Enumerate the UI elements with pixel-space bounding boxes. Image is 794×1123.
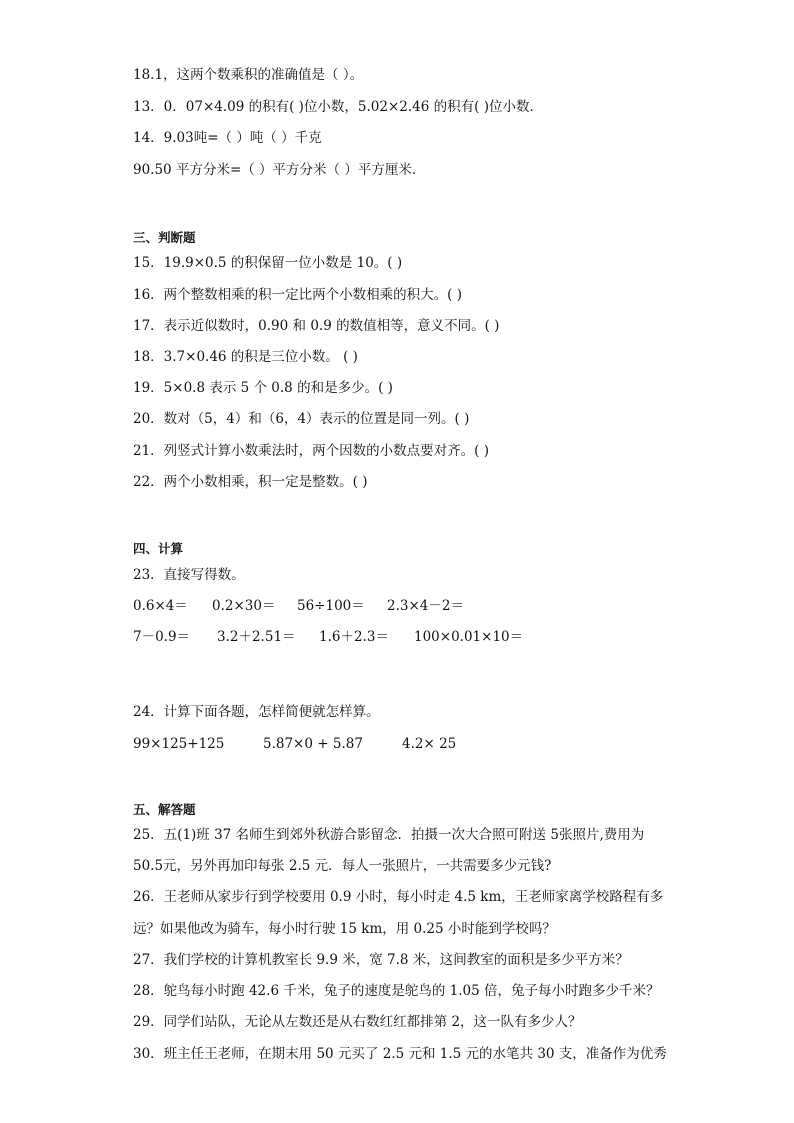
calc-item: 5.87×0 + 5.87	[263, 736, 363, 752]
section-heading-true-false: 三、判断题	[133, 230, 196, 245]
question-14: 14．9.03吨=（ ）吨（ ）千克	[133, 130, 322, 146]
question-16: 16．两个整数相乘的积一定比两个小数相乘的积大。( )	[133, 287, 463, 303]
calc-item: 7－0.9＝	[133, 629, 191, 645]
question-22: 22．两个小数相乘，积一定是整数。( )	[133, 474, 368, 490]
question-26: 26．王老师从家步行到学校要用 0.9 小时，每小时走 4.5 km，王老师家离学校路程有多	[133, 889, 664, 905]
question-26-continued: 远？如果他改为骑车，每小时行驶 15 km，用 0.25 小时能到学校吗？	[133, 921, 556, 937]
question-24: 24．计算下面各题，怎样简便就怎样算。	[133, 704, 380, 720]
calc-item: 0.6×4＝	[133, 598, 188, 614]
question-25: 25．五(1)班 37 名师生到郊外秋游合影留念．拍摄一次大合照可附送 5张照片,费用为	[133, 827, 645, 843]
question-18: 18．3.7×0.46 的积是三位小数。 ( )	[133, 349, 358, 365]
calc-item: 2.3×4－2＝	[387, 598, 464, 614]
question-17: 17．表示近似数时，0.90 和 0.9 的数值相等，意义不同。( )	[133, 318, 500, 334]
calc-item: 100×0.01×10＝	[414, 629, 524, 645]
question-20: 20．数对（5，4）和（6，4）表示的位置是同一列。( )	[133, 411, 470, 427]
question-21: 21．列竖式计算小数乘法时，两个因数的小数点要对齐。( )	[133, 443, 490, 459]
question-25-continued: 50.5元，另外再加印每张 2.5 元．每人一张照片，一共需要多少元钱?	[133, 858, 552, 874]
question-30: 30．班主任王老师，在期末用 50 元买了 2.5 元和 1.5 元的水笔共 30 支，准备作为优秀	[133, 1046, 667, 1062]
question-29: 29．同学们站队，无论从左数还是从右数红红都排第 2，这一队有多少人？	[133, 1014, 582, 1030]
calc-item: 1.6＋2.3＝	[319, 629, 389, 645]
section-heading-calculation: 四、计算	[133, 541, 184, 556]
question-line: 18.1，这两个数乘积的准确值是（ ）。	[133, 67, 364, 83]
question-28: 28．鸵鸟每小时跑 42.6 千米，兔子的速度是鸵鸟的 1.05 倍，兔子每小时跑多少千米？	[133, 983, 660, 999]
question-27: 27．我们学校的计算机教室长 9.9 米，宽 7.8 米，这间教室的面积是多少平方米？	[133, 952, 629, 968]
calc-item: 3.2＋2.51＝	[217, 629, 296, 645]
question-14-part2: 90.50 平方分米=（ ）平方分米（ ）平方厘米．	[133, 162, 426, 178]
calc-item: 4.2× 25	[402, 736, 457, 752]
question-23: 23．直接写得数。	[133, 567, 245, 583]
question-15: 15．19.9×0.5 的积保留一位小数是 10。( )	[133, 255, 403, 271]
question-13: 13．0．07×4.09 的积有( )位小数，5.02×2.46 的积有( )位小数．	[133, 99, 543, 115]
calc-item: 56÷100＝	[297, 598, 365, 614]
section-heading-word-problems: 五、解答题	[133, 802, 196, 817]
calc-item: 0.2×30＝	[212, 598, 276, 614]
question-19: 19．5×0.8 表示 5 个 0.8 的和是多少。( )	[133, 380, 393, 396]
calc-item: 99×125+125	[133, 736, 225, 752]
